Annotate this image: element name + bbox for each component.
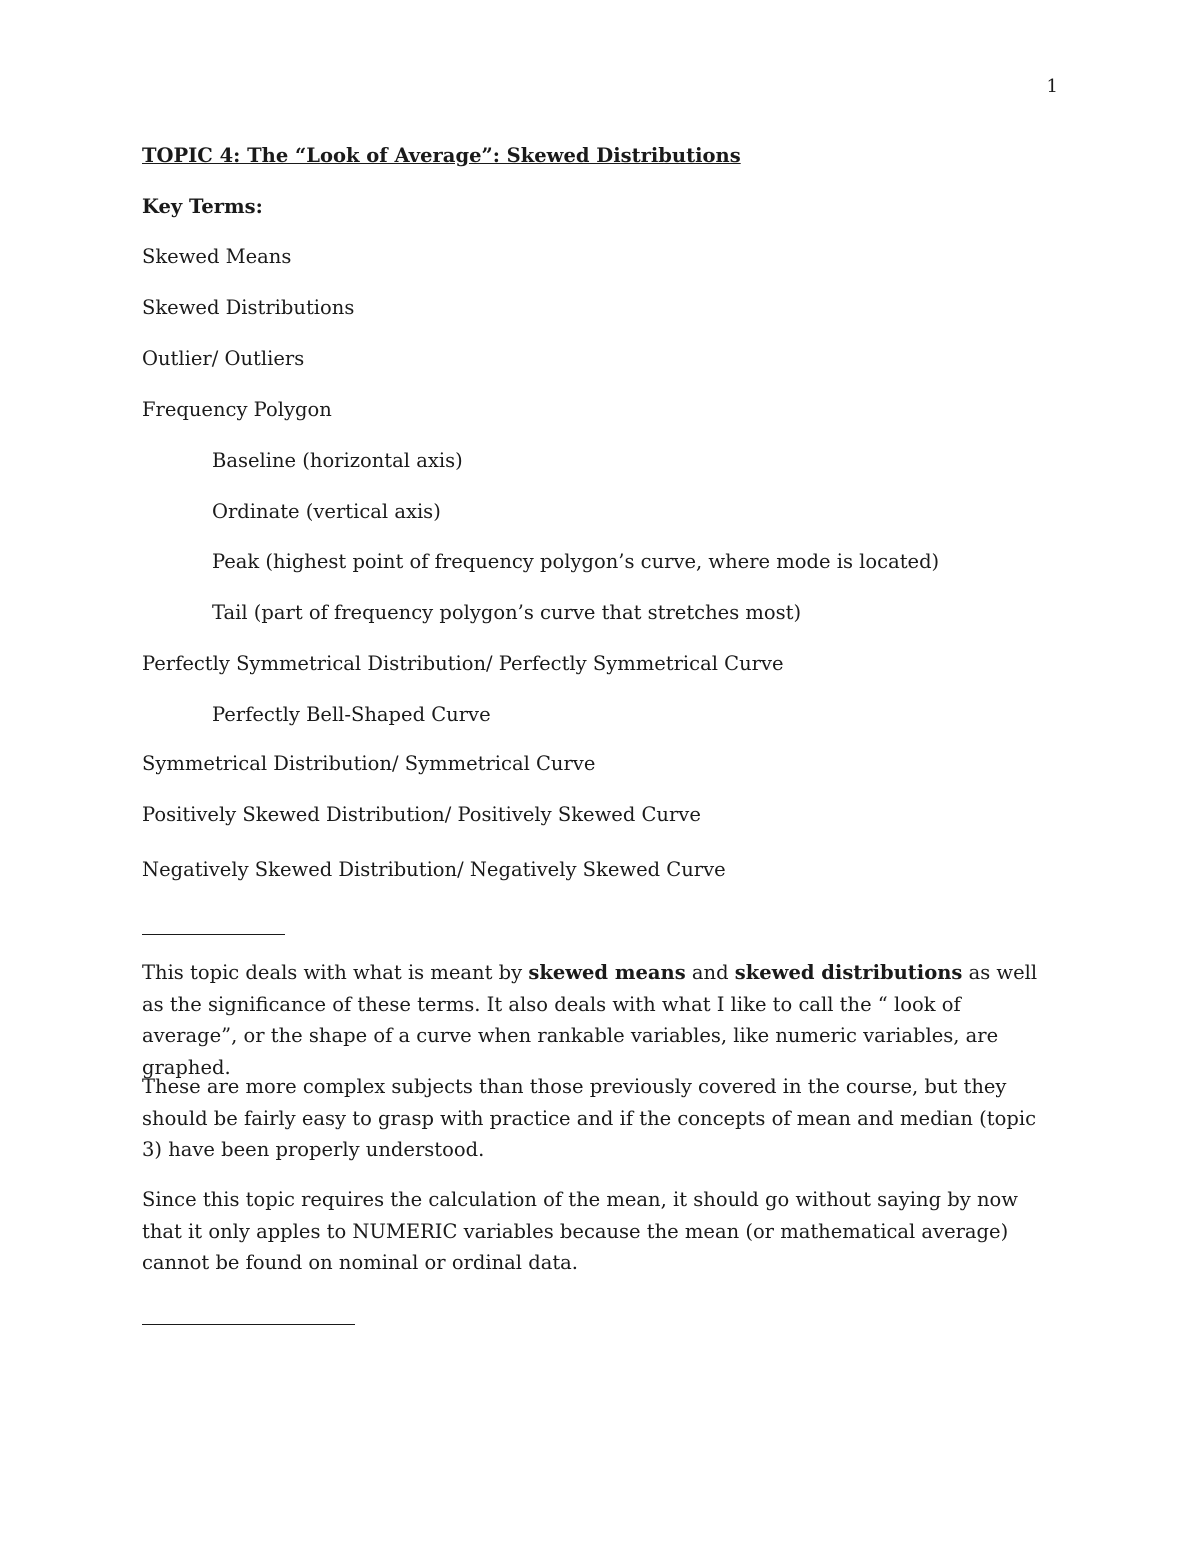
key-term-item: Peak (highest point of frequency polygon’s curve, where mode is located) — [212, 550, 940, 573]
separator-rule — [142, 934, 285, 935]
key-terms-heading: Key Terms: — [142, 195, 263, 218]
footnote-separator-rule — [142, 1324, 355, 1325]
key-term-item: Symmetrical Distribution/ Symmetrical Curve — [142, 752, 596, 775]
key-term-item: Negatively Skewed Distribution/ Negatively Skewed Curve — [142, 858, 726, 881]
document-title: TOPIC 4: The “Look of Average”: Skewed Distributions — [142, 144, 741, 167]
bold-term: skewed distributions — [734, 961, 963, 984]
paragraph-numeric: Since this topic requires the calculation of the mean, it should go without saying by now that it only apples to NUMERIC variables because the mean (or mathematical average) cannot be found on nominal or ordinal data. — [142, 1188, 1018, 1274]
key-term-item: Skewed Distributions — [142, 296, 355, 319]
key-term-item: Outlier/ Outliers — [142, 347, 305, 370]
key-term-item: Ordinate (vertical axis) — [212, 500, 441, 523]
paragraph-complexity: These are more complex subjects than those previously covered in the course, but they should be fairly easy to grasp with practice and if the concepts of mean and median (topic 3) have been properly understood. — [142, 1075, 1036, 1161]
paragraph-text: This topic deals with what is meant by — [142, 961, 529, 984]
paragraph-intro — [142, 957, 1062, 1083]
key-term-item: Baseline (horizontal axis) — [212, 449, 463, 472]
key-term-item: Tail (part of frequency polygon’s curve that stretches most) — [212, 601, 802, 624]
key-term-item: Perfectly Bell-Shaped Curve — [212, 703, 491, 726]
key-term-item: Positively Skewed Distribution/ Positively Skewed Curve — [142, 803, 701, 826]
key-term-item: Skewed Means — [142, 245, 292, 268]
page-number: 1 — [1046, 76, 1058, 97]
key-term-item: Frequency Polygon — [142, 398, 332, 421]
paragraph-text: and — [685, 961, 735, 984]
key-term-item: Perfectly Symmetrical Distribution/ Perfectly Symmetrical Curve — [142, 652, 784, 675]
bold-term: skewed means — [528, 961, 686, 984]
paragraph-text: as well as the significance of these terms. It also deals with what I like to call the “ look of average”, or the shape of a curve when rankable variables, like numeric variables, are graphed. — [142, 961, 1038, 1079]
